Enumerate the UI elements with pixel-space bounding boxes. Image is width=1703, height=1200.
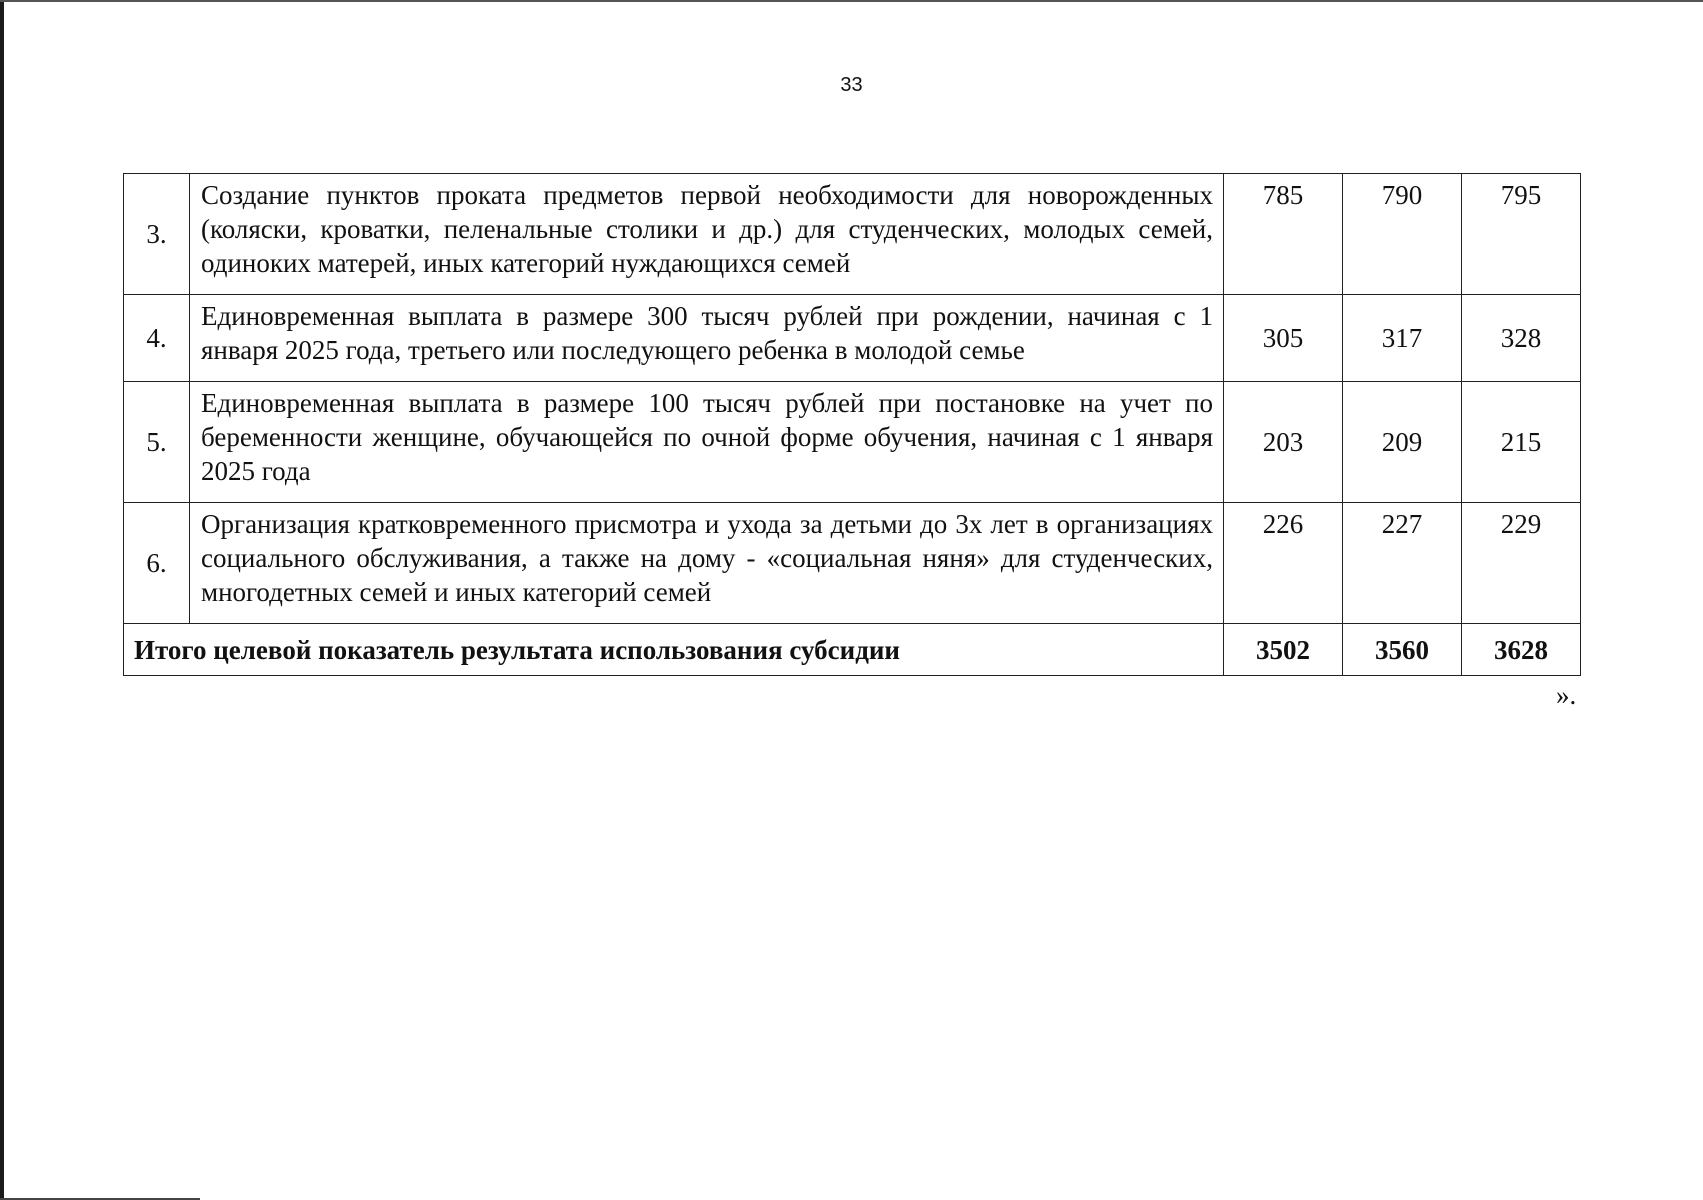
row-value-2: 790 (1343, 174, 1462, 295)
row-description: Организация кратковременного присмотра и ухода за детьми до 3х лет в организациях социального обслуживания, а также на дому - «социальная няня» для студенческих, многодетных семей и иных категорий семей (190, 503, 1224, 624)
total-label: Итого целевой показатель результата использования субсидии (124, 624, 1224, 676)
row-value-3: 795 (1462, 174, 1581, 295)
row-description: Единовременная выплата в размере 300 тысяч рублей при рождении, начиная с 1 января 2025 года, третьего или последующего ребенка в молодой семье (190, 295, 1224, 382)
row-number: 6. (124, 503, 190, 624)
indicators-table (123, 173, 1581, 676)
row-value-2: 209 (1343, 382, 1462, 503)
row-value-2: 317 (1343, 295, 1462, 382)
row-value-3: 229 (1462, 503, 1581, 624)
total-value-2: 3560 (1343, 624, 1462, 676)
page-number: 33 (840, 74, 863, 96)
row-description: Единовременная выплата в размере 100 тысяч рублей при постановке на учет по беременности женщине, обучающейся по очной форме обучения, начиная с 1 января 2025 года (190, 382, 1224, 503)
row-value-1: 203 (1224, 382, 1343, 503)
total-row (124, 624, 1581, 676)
table-row (124, 503, 1581, 624)
total-value-1: 3502 (1224, 624, 1343, 676)
row-value-3: 215 (1462, 382, 1581, 503)
row-value-1: 226 (1224, 503, 1343, 624)
closing-quote-mark: ». (1556, 680, 1577, 710)
table-row (124, 382, 1581, 503)
row-value-2: 227 (1343, 503, 1462, 624)
row-number: 4. (124, 295, 190, 382)
row-value-3: 328 (1462, 295, 1581, 382)
table-row (124, 295, 1581, 382)
table-row (124, 174, 1581, 295)
row-number: 3. (124, 174, 190, 295)
scan-edge-left (0, 0, 4, 1200)
row-value-1: 305 (1224, 295, 1343, 382)
row-value-1: 785 (1224, 174, 1343, 295)
total-value-3: 3628 (1462, 624, 1581, 676)
scan-edge-top (0, 0, 1703, 2)
row-description: Создание пунктов проката предметов первой необходимости для новорожденных (коляски, кроватки, пеленальные столики и др.) для студенческих, молодых семей, одиноких матерей, иных категорий нуждающихся семей (190, 174, 1224, 295)
row-number: 5. (124, 382, 190, 503)
